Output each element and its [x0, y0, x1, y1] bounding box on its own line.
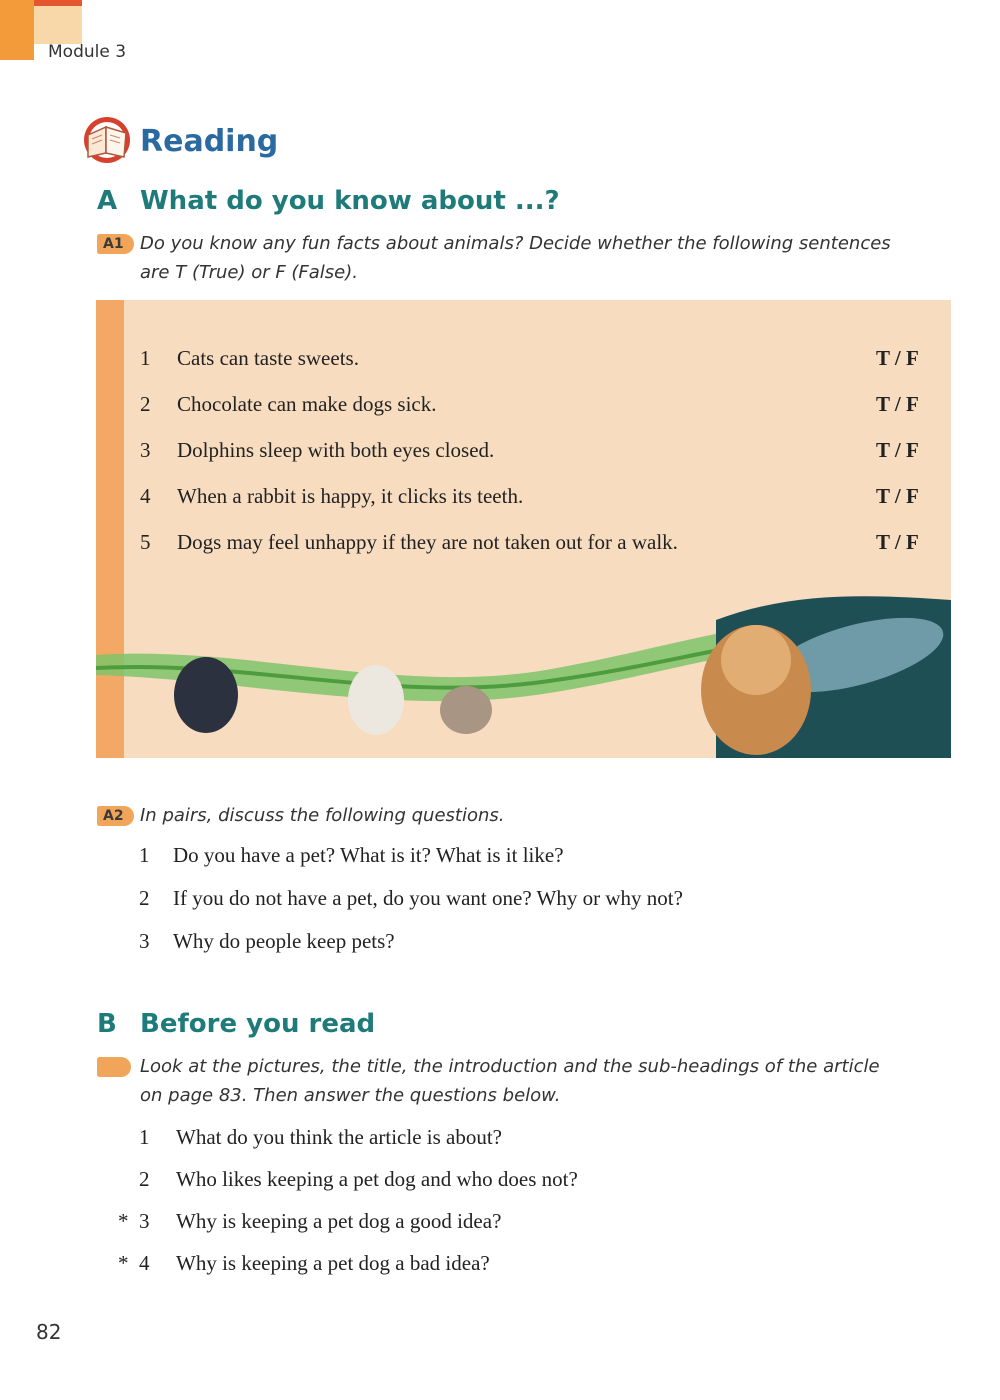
module-label: Module 3 — [48, 42, 127, 62]
b-instruction-line1: Look at the pictures, the title, the introduction and the sub-headings of the article — [140, 1056, 880, 1077]
b-badge — [97, 1057, 131, 1077]
section-b-letter: B — [97, 1009, 117, 1039]
statement-row — [96, 392, 951, 422]
b-instruction-line2: on page 83. Then answer the questions below. — [140, 1085, 561, 1106]
question-text: Who likes keeping a pet dog and who does not? — [176, 1167, 578, 1191]
question-text: Why is keeping a pet dog a bad idea? — [176, 1251, 490, 1275]
statement-number: 5 — [140, 530, 151, 554]
true-false-choice: T / F — [876, 484, 919, 508]
section-a-letter: A — [97, 186, 118, 216]
a1-instruction-line1: Do you know any fun facts about animals? Decide whether the following sentences — [140, 233, 891, 254]
question-number: 3 — [139, 1209, 150, 1233]
statement-number: 2 — [140, 392, 151, 416]
question-row — [0, 1167, 1000, 1197]
star-marker: * — [118, 1251, 129, 1275]
star-marker: * — [118, 1209, 129, 1233]
true-false-choice: T / F — [876, 392, 919, 416]
statement-row — [96, 484, 951, 514]
true-false-panel — [96, 300, 951, 758]
question-number: 1 — [139, 1125, 150, 1149]
section-title: Reading — [140, 124, 279, 159]
question-row — [0, 1209, 1000, 1239]
question-row — [0, 1125, 1000, 1155]
question-number: 3 — [139, 929, 150, 953]
question-text: Why do people keep pets? — [173, 929, 395, 953]
question-row — [0, 929, 1000, 959]
statement-text: When a rabbit is happy, it clicks its teeth. — [177, 484, 524, 508]
statement-text: Dolphins sleep with both eyes closed. — [177, 438, 495, 462]
statement-row — [96, 438, 951, 468]
section-b-title: Before you read — [140, 1009, 376, 1039]
a1-badge: A1 — [97, 234, 134, 254]
a1-instruction-line2: are T (True) or F (False). — [140, 262, 359, 283]
a2-badge: A2 — [97, 806, 134, 826]
question-text: Do you have a pet? What is it? What is it like? — [173, 843, 564, 867]
statement-row — [96, 346, 951, 376]
statement-number: 1 — [140, 346, 151, 370]
question-number: 2 — [139, 1167, 150, 1191]
question-text: Why is keeping a pet dog a good idea? — [176, 1209, 502, 1233]
true-false-choice: T / F — [876, 346, 919, 370]
question-text: What do you think the article is about? — [176, 1125, 502, 1149]
statement-text: Cats can taste sweets. — [177, 346, 359, 370]
a2-instruction: In pairs, discuss the following questions. — [140, 805, 505, 826]
question-number: 1 — [139, 843, 150, 867]
book-icon — [80, 115, 134, 165]
statement-number: 3 — [140, 438, 151, 462]
statement-text: Dogs may feel unhappy if they are not taken out for a walk. — [177, 530, 678, 554]
true-false-choice: T / F — [876, 530, 919, 554]
corner-decoration — [0, 0, 34, 60]
question-number: 2 — [139, 886, 150, 910]
statement-text: Chocolate can make dogs sick. — [177, 392, 437, 416]
statement-row — [96, 530, 951, 560]
question-row — [0, 843, 1000, 873]
question-row — [0, 1251, 1000, 1281]
statement-number: 4 — [140, 484, 151, 508]
question-row — [0, 886, 1000, 916]
page-number: 82 — [36, 1320, 62, 1344]
corner-decoration-light — [34, 6, 82, 44]
true-false-choice: T / F — [876, 438, 919, 462]
section-a-title: What do you know about ...? — [140, 186, 560, 216]
question-text: If you do not have a pet, do you want one? Why or why not? — [173, 886, 683, 910]
question-number: 4 — [139, 1251, 150, 1275]
